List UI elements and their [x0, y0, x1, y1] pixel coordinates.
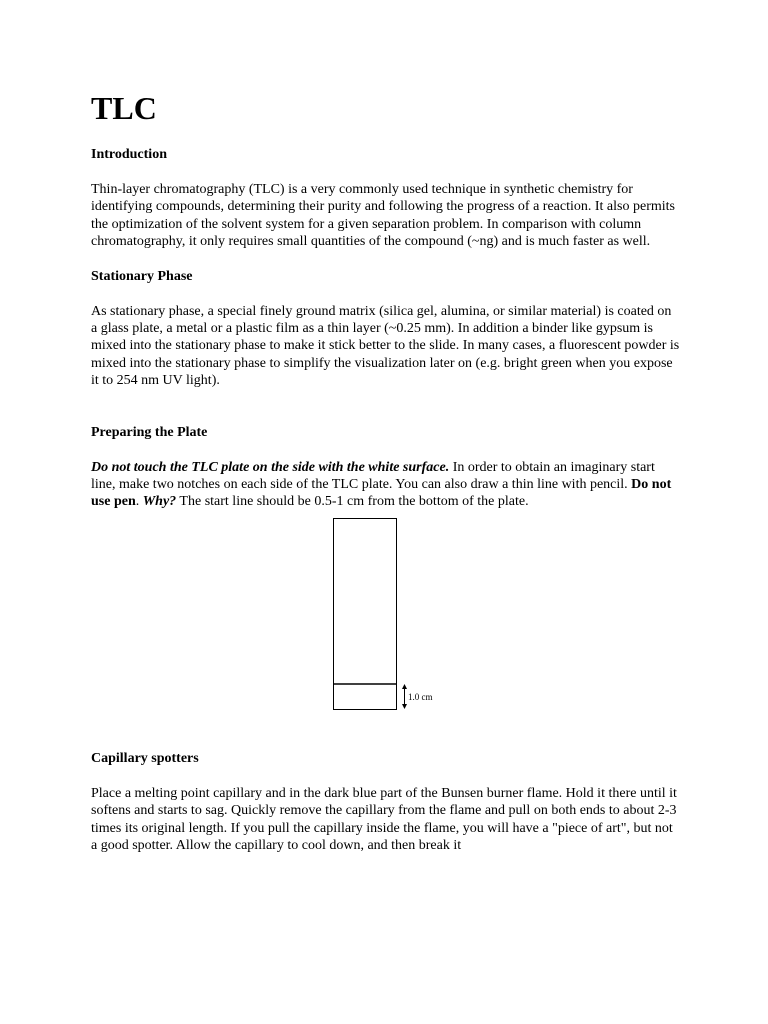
- preparing-plate-heading: Preparing the Plate: [91, 424, 208, 440]
- tlc-dimension-label: 1.0 cm: [408, 691, 433, 702]
- page-title: TLC: [91, 90, 157, 126]
- tlc-plate-figure: [0, 518, 768, 716]
- introduction-heading: Introduction: [91, 147, 167, 162]
- tlc-plate-diagram: [0, 518, 768, 716]
- why-text: Why?: [142, 494, 177, 510]
- preparing-text-2: The start line should be 0.5-1 cm from the bottom of the plate.: [176, 494, 529, 510]
- period-text: .: [135, 494, 143, 510]
- capillary-spotters-heading: Capillary spotters: [91, 750, 199, 766]
- stationary-phase-paragraph: As stationary phase, a special finely ground matrix (silica gel, alumina, or similar material) is coated on a glass plate, a metal or a plastic film as a thin layer (~0.25 mm). In addition a binder like gypsum is mixed into the stationary phase to make it stick better to the slide. In many cases, a fluorescent powder is mixed into the stationary phase to simplify the visualization later on (e.g. bright green when you expose it to 254 nm UV light).: [91, 303, 680, 389]
- tlc-dimension-arrow-down: [402, 704, 407, 709]
- preparing-text-1: In order to obtain an imaginary start line, make two notches on each side of the TLC plate. You can also draw a thin line with pencil.: [91, 459, 655, 493]
- introduction-paragraph: Thin-layer chromatography (TLC) is a very commonly used technique in synthetic chemistry for identifying compounds, determining their purity and following the progress of a reaction. It also permits the optimization of the solvent system for a given separation problem. In comparison with column chromatography, it only requires small quantities of the compound (~ng) and is much faster as well.: [91, 182, 675, 250]
- no-pen-text: Do not use pen: [91, 477, 672, 510]
- tlc-plate-outline: [334, 518, 397, 709]
- warning-text: Do not touch the TLC plate on the side with the white surface.: [91, 459, 450, 475]
- capillary-spotters-paragraph: Place a melting point capillary and in the dark blue part of the Bunsen burner flame. Hold it there until it softens and starts to sag. Quickly remove the capillary from the flame and pull on both ends to about 2-3 times its original length. If you pull the capillary inside the flame, you will have a "piece of art", but not a good spotter. Allow the capillary to cool down, and then break it: [91, 785, 677, 854]
- preparing-plate-paragraph: [91, 459, 680, 511]
- tlc-dimension-arrow-up: [402, 684, 407, 689]
- stationary-phase-heading: Stationary Phase: [91, 268, 193, 284]
